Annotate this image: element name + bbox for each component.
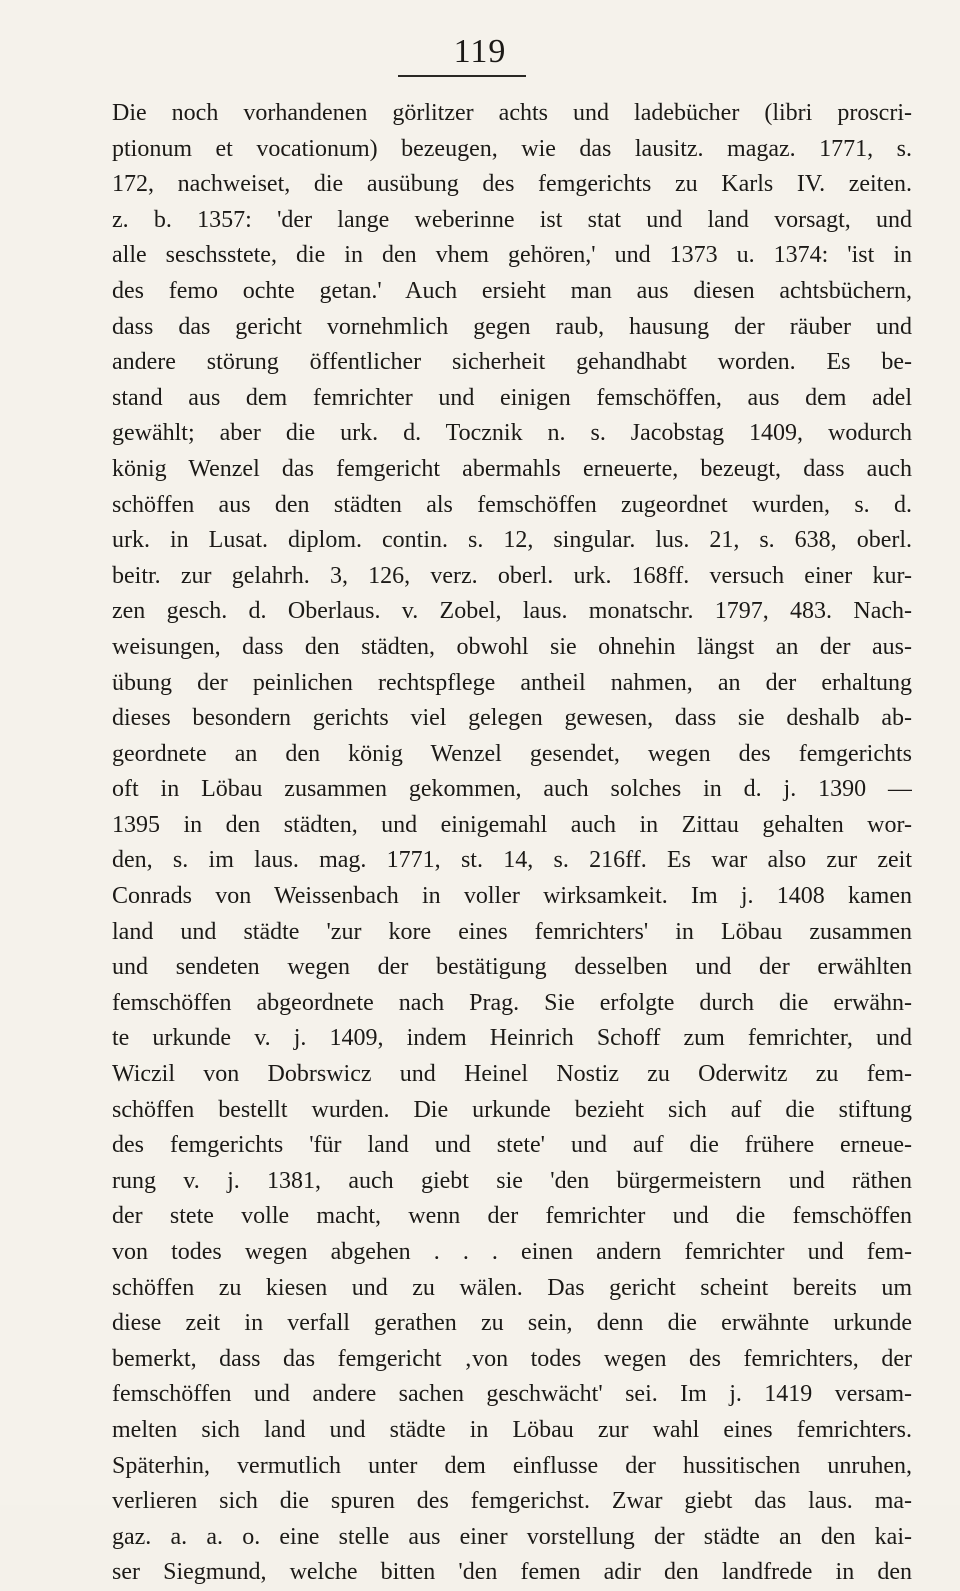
text-line: schöffen aus den städten als femschöffen zugeordnet wurden, s. d. — [112, 491, 912, 518]
page-number-rule — [398, 75, 526, 77]
text-line: rung v. j. 1381, auch giebt sie 'den bürgermeistern und räthen — [112, 1167, 912, 1194]
text-line: urk. in Lusat. diplom. contin. s. 12, singular. lus. 21, s. 638, oberl. — [112, 527, 912, 554]
text-line: andere störung öffentlicher sicherheit gehandhabt worden. Es be- — [112, 349, 912, 376]
text-line: 172, nachweiset, die ausübung des femgerichts zu Karls IV. zeiten. — [112, 171, 912, 198]
text-line: stand aus dem femrichter und einigen femschöffen, aus dem adel — [112, 384, 912, 411]
text-line: schöffen zu kiesen und zu wälen. Das gericht scheint bereits um — [112, 1274, 912, 1301]
text-line: von todes wegen abgehen . . . einen andern femrichter und fem- — [112, 1239, 912, 1265]
text-line: geordnete an den könig Wenzel gesendet, wegen des femgerichts — [112, 740, 912, 767]
text-line: verlieren sich die spuren des femgerichst. Zwar giebt das laus. ma- — [112, 1488, 912, 1515]
text-line: Die noch vorhandenen görlitzer achts und ladebücher (libri proscri- — [112, 100, 912, 126]
text-line: weisungen, dass den städten, obwohl sie ohnehin längst an der aus- — [112, 633, 912, 660]
text-line: land und städte 'zur kore eines femrichters' in Löbau zusammen — [112, 918, 912, 945]
text-line: alle seschsstete, die in den vhem gehören,' und 1373 u. 1374: 'ist in — [112, 242, 912, 269]
text-line: femschöffen und andere sachen geschwächt' sei. Im j. 1419 versam- — [112, 1381, 912, 1408]
page-number: 119 — [453, 33, 507, 70]
text-line: 1395 in den städten, und einigemahl auch in Zittau gehalten wor- — [112, 811, 912, 838]
text-line: te urkunde v. j. 1409, indem Heinrich Schoff zum femrichter, und — [112, 1025, 912, 1052]
text-line: dieses besondern gerichts viel gelegen gewesen, dass sie deshalb ab- — [112, 705, 912, 732]
text-line: schöffen bestellt wurden. Die urkunde bezieht sich auf die stiftung — [112, 1096, 912, 1123]
text-line: oft in Löbau zusammen gekommen, auch solches in d. j. 1390 — — [112, 776, 912, 803]
text-line: des femgerichts 'für land und stete' und auf die frühere erneue- — [112, 1132, 912, 1159]
text-line: Wiczil von Dobrswicz und Heinel Nostiz zu Oderwitz zu fem- — [112, 1061, 912, 1088]
text-line: gaz. a. a. o. eine stelle aus einer vorstellung der städte an den kai- — [112, 1523, 912, 1550]
text-line: dass das gericht vornehmlich gegen raub, hausung der räuber und — [112, 313, 912, 340]
text-line: übung der peinlichen rechtspflege antheil nahmen, an der erhaltung — [112, 669, 912, 696]
text-line: diese zeit in verfall gerathen zu sein, denn die erwähnte urkunde — [112, 1310, 912, 1337]
text-line: den, s. im laus. mag. 1771, st. 14, s. 216ff. Es war also zur zeit — [112, 847, 912, 874]
text-line: zen gesch. d. Oberlaus. v. Zobel, laus. monatschr. 1797, 483. Nach- — [112, 598, 912, 625]
text-line: des femo ochte getan.' Auch ersieht man aus diesen achtsbüchern, — [112, 277, 912, 304]
text-line: der stete volle macht, wenn der femrichter und die femschöffen — [112, 1203, 912, 1230]
body-text — [112, 96, 912, 1591]
text-line: könig Wenzel das femgericht abermahls erneuerte, bezeugt, dass auch — [112, 455, 912, 482]
text-line: Späterhin, vermutlich unter dem einflusse der hussitischen unruhen, — [112, 1452, 912, 1479]
text-line: melten sich land und städte in Löbau zur wahl eines femrichters. — [112, 1416, 912, 1443]
text-line: bemerkt, dass das femgericht ‚von todes wegen des femrichters, der — [112, 1345, 912, 1372]
text-line: gewählt; aber die urk. d. Tocznik n. s. Jacobstag 1409, wodurch — [112, 420, 912, 447]
text-line: beitr. zur gelahrh. 3, 126, verz. oberl. urk. 168ff. versuch einer kur- — [112, 562, 912, 589]
text-line: z. b. 1357: 'der lange weberinne ist stat und land vorsagt, und — [112, 206, 912, 233]
text-line: ser Siegmund, welche bitten 'den femen adir den landfrede in den — [112, 1559, 912, 1586]
text-line: und sendeten wegen der bestätigung desselben und der erwählten — [112, 954, 912, 981]
text-line: Conrads von Weissenbach in voller wirksamkeit. Im j. 1408 kamen — [112, 883, 912, 910]
text-line: ptionum et vocationum) bezeugen, wie das lausitz. magaz. 1771, s. — [112, 135, 912, 162]
text-line: femschöffen abgeordnete nach Prag. Sie erfolgte durch die erwähn- — [112, 989, 912, 1016]
